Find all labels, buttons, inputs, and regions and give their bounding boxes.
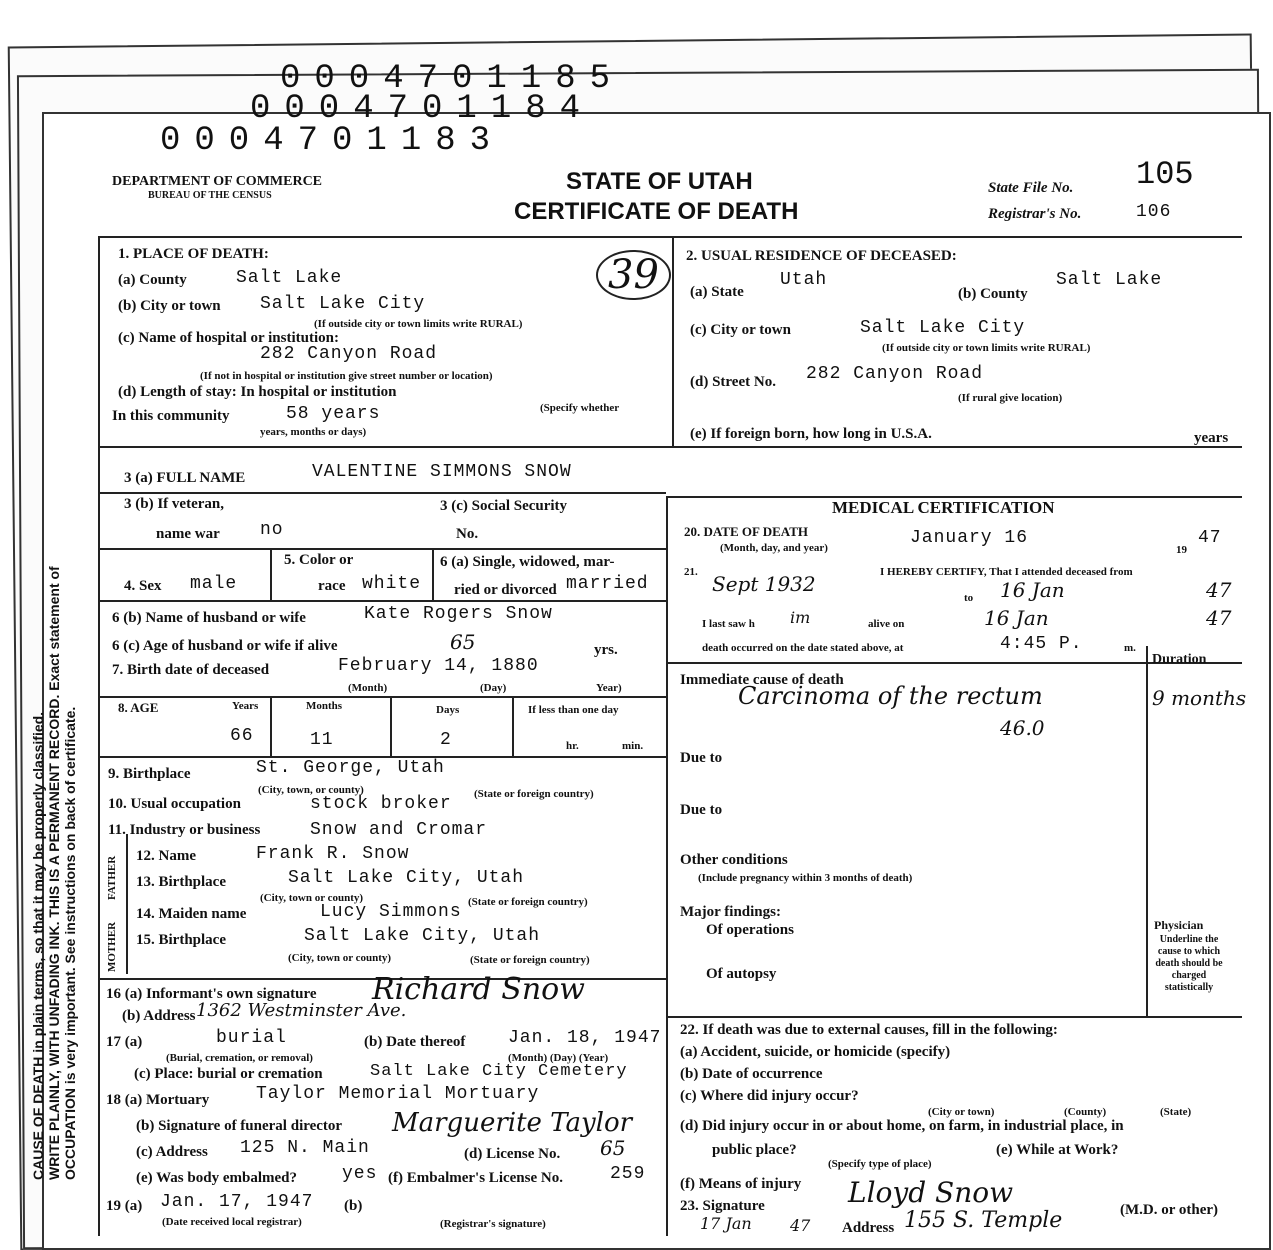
pod-hospital: 282 Canyon Road [260, 344, 438, 364]
state-title: STATE OF UTAH [566, 168, 753, 195]
birthplace-label: 9. Birthplace [108, 766, 191, 782]
dod-19: 19 [1176, 544, 1187, 556]
embalmed-label: (e) Was body embalmed? [136, 1170, 297, 1186]
birth-label: 7. Birth date of deceased [112, 662, 270, 678]
full-name-label: 3 (a) FULL NAME [124, 470, 246, 486]
full-name: VALENTINE SIMMONS SNOW [312, 462, 572, 482]
informant-label: 16 (a) Informant's own signature [106, 986, 317, 1002]
pod-specify2: years, months or days) [260, 426, 367, 438]
pod-hospital-note: (If not in hospital or institution give street number or location) [200, 370, 493, 382]
alive-year: 47 [1206, 606, 1232, 630]
age-years: 66 [230, 726, 254, 746]
res-foreign-label: (e) If foreign born, how long in U.S.A. [690, 426, 932, 442]
race-label: race [318, 578, 346, 594]
birth-month: (Month) [348, 682, 388, 694]
ext-state: (State) [1160, 1106, 1192, 1118]
age-months: 11 [310, 730, 334, 750]
dod-year: 47 [1198, 528, 1222, 548]
of-autopsy: Of autopsy [706, 966, 777, 982]
time-of-death: 4:45 P. [1000, 634, 1083, 654]
external-d: (d) Did injury occur in or about home, on farm, in industrial place, in [680, 1118, 1124, 1134]
duration-label: Duration [1152, 652, 1207, 667]
res-city: Salt Lake City [860, 318, 1026, 338]
disp-date-note: (Month) (Day) (Year) [508, 1052, 609, 1064]
serial-1: 0004701185 [280, 60, 625, 98]
war: no [260, 520, 284, 540]
received-note: (Date received local registrar) [162, 1216, 302, 1228]
pod-county-label: (a) County [118, 272, 187, 288]
industry-label: 11. Industry or business [108, 822, 261, 838]
pod-city-label: (b) City or town [118, 298, 221, 314]
war-label: name war [156, 526, 220, 542]
mortuary: Taylor Memorial Mortuary [256, 1084, 540, 1104]
last-saw: im [790, 608, 811, 627]
disp-place-label: (c) Place: burial or cremation [134, 1066, 323, 1082]
major-findings: Major findings: [680, 904, 781, 920]
time-m: m. [1124, 642, 1136, 654]
industry: Snow and Cromar [310, 820, 488, 840]
res-state-label: (a) State [690, 284, 744, 300]
spouse-age-label: 6 (c) Age of husband or wife if alive [112, 638, 338, 654]
mother-bp-label: 15. Birthplace [136, 932, 226, 948]
marital-label2: ried or divorced [454, 582, 557, 598]
years-label: Years [232, 700, 259, 712]
license-no: 65 [600, 1136, 626, 1160]
sex: male [190, 574, 238, 594]
external-address: 155 S. Temple [904, 1208, 1063, 1233]
director-signature: Marguerite Taylor [392, 1108, 633, 1138]
external-e: (e) While at Work? [996, 1142, 1119, 1158]
due-to-2: Due to [680, 802, 723, 818]
disposition-note: (Burial, cremation, or removal) [166, 1052, 313, 1064]
certify-text: I HEREBY CERTIFY, That I attended deceased from [880, 566, 1133, 578]
external-address-label: Address [842, 1220, 895, 1236]
race: white [362, 574, 422, 594]
physician-note: Underline the cause to which death should be charged statistically [1155, 934, 1223, 993]
disposition: burial [216, 1028, 287, 1048]
registrar-label: Registrar's No. [988, 206, 1082, 222]
father-state-note: (State or foreign country) [468, 896, 588, 908]
mort-address: 125 N. Main [240, 1138, 370, 1158]
yrs-label: yrs. [594, 642, 618, 658]
birth-year: Year) [596, 682, 622, 694]
received-date: Jan. 17, 1947 [160, 1192, 314, 1212]
age-label: 8. AGE [118, 700, 159, 715]
external-f: (f) Means of injury [680, 1176, 802, 1192]
ssn-no: No. [456, 526, 479, 542]
alive-date: 16 Jan [984, 606, 1049, 630]
hr-label: hr. [566, 740, 579, 752]
pod-county: Salt Lake [236, 268, 343, 288]
circled-mark: 39 [596, 250, 671, 300]
spouse: Kate Rogers Snow [364, 604, 553, 624]
pod-specify: (Specify whether [540, 402, 620, 414]
marital: married [566, 574, 649, 594]
father-bp-label: 13. Birthplace [136, 874, 226, 890]
spouse-label: 6 (b) Name of husband or wife [112, 610, 306, 626]
external-title: 22. If death was due to external causes, fill in the following: [680, 1022, 1058, 1038]
external-b: (b) Date of occurrence [680, 1066, 823, 1082]
place-of-death-title: 1. PLACE OF DEATH: [118, 246, 269, 262]
res-street-note: (If rural give location) [958, 392, 1063, 404]
external-sig-label: 23. Signature [680, 1198, 765, 1214]
spouse-age: 65 [450, 630, 476, 654]
serial-3: 0004701183 [160, 122, 505, 160]
bp-state-note: (State or foreign country) [474, 788, 594, 800]
pod-community: 58 years [286, 404, 381, 424]
birthplace: St. George, Utah [256, 758, 445, 778]
disposition-label: 17 (a) [106, 1034, 143, 1050]
of-operations: Of operations [706, 922, 794, 938]
mother-side-label: MOTHER [106, 921, 118, 972]
pod-city-note: (If outside city or town limits write RURAL) [314, 318, 523, 330]
res-street: 282 Canyon Road [806, 364, 984, 384]
father-bp: Salt Lake City, Utah [288, 868, 525, 888]
pod-city: Salt Lake City [260, 294, 426, 314]
last-saw-label: I last saw h [702, 618, 755, 630]
disp-place: Salt Lake City Cemetery [370, 1062, 628, 1081]
res-city-label: (c) City or town [690, 322, 791, 338]
certify-num: 21. [684, 566, 698, 578]
mortuary-label: 18 (a) Mortuary [106, 1092, 210, 1108]
father-name: Frank R. Snow [256, 844, 410, 864]
mother-bp: Salt Lake City, Utah [304, 926, 541, 946]
father-bp-note: (City, town or county) [260, 892, 364, 904]
physician-title: Physician [1154, 918, 1204, 932]
external-d2: public place? [712, 1142, 797, 1158]
attended-to-label: to [964, 592, 974, 604]
mother-state-note: (State or foreign country) [470, 954, 590, 966]
bureau: BUREAU OF THE CENSUS [148, 190, 272, 201]
attended-from: Sept 1932 [712, 572, 816, 596]
residence-title: 2. USUAL RESIDENCE OF DECEASED: [686, 248, 957, 264]
serial-2: 0004701184 [250, 90, 595, 128]
side-instructions: CAUSE OF DEATH in plain terms, so that it may be properly classified. WRITE PLAINLY, WITH UNFADING INK. THIS IS A PERMANENT RECORD. Exact statement of OCCUPATION is very important. See instructions on back of certificate. [30, 566, 78, 1180]
attended-to: 16 Jan [1000, 578, 1065, 602]
ext-county: (County) [1064, 1106, 1107, 1118]
res-county-label: (b) County [958, 286, 1028, 302]
occupation: stock broker [310, 794, 452, 814]
external-a: (a) Accident, suicide, or homicide (specify) [680, 1044, 951, 1060]
alive-on: alive on [868, 618, 905, 630]
due-to-1: Due to [680, 750, 723, 766]
pod-community-label: In this community [112, 408, 230, 424]
age-days: 2 [440, 730, 452, 750]
min-label: min. [622, 740, 644, 752]
external-signature: Lloyd Snow [848, 1176, 1014, 1209]
pod-stay-label: (d) Length of stay: In hospital or institution [118, 384, 397, 400]
mother-bp-note: (City, town or county) [288, 952, 392, 964]
dod: January 16 [910, 528, 1029, 548]
duration-value: 9 months [1152, 686, 1247, 710]
sex-label: 4. Sex [124, 578, 162, 594]
certificate-title: CERTIFICATE OF DEATH [514, 198, 799, 225]
director-label: (b) Signature of funeral director [136, 1118, 343, 1134]
dod-sub: (Month, day, and year) [720, 542, 828, 554]
res-years: years [1194, 430, 1229, 446]
occupation-label: 10. Usual occupation [108, 796, 241, 812]
registrar-b-label: (b) [344, 1198, 363, 1214]
informant-signature: Richard Snow [372, 972, 585, 1007]
embalmed: yes [342, 1164, 378, 1184]
cause-code: 46.0 [1000, 716, 1045, 740]
registrar-no: 106 [1136, 202, 1172, 222]
immediate-label: Immediate cause of death [680, 672, 844, 688]
department: DEPARTMENT OF COMMERCE [112, 174, 323, 189]
received-label: 19 (a) [106, 1198, 143, 1214]
res-county: Salt Lake [1056, 270, 1163, 290]
external-date: 17 Jan [700, 1214, 752, 1233]
res-street-label: (d) Street No. [690, 374, 776, 390]
father-name-label: 12. Name [136, 848, 196, 864]
attended-year: 47 [1206, 578, 1232, 602]
ext-specify-type: (Specify type of place) [828, 1158, 932, 1170]
dod-label: 20. DATE OF DEATH [684, 524, 808, 539]
father-side-label: FATHER [106, 855, 118, 900]
disp-date-label: (b) Date thereof [364, 1034, 466, 1050]
days-label: Days [436, 704, 460, 716]
pod-hospital-label: (c) Name of hospital or institution: [118, 330, 339, 346]
embalmer-label: (f) Embalmer's License No. [388, 1170, 563, 1186]
informant-address: 1362 Westminster Ave. [196, 1000, 407, 1021]
registrar-sig-note: (Registrar's signature) [440, 1218, 546, 1230]
state-file-no: 105 [1136, 156, 1194, 193]
marital-label: 6 (a) Single, widowed, mar- [440, 554, 615, 570]
res-state: Utah [780, 270, 828, 290]
bp-city-note: (City, town, or county) [258, 784, 364, 796]
external-c: (c) Where did injury occur? [680, 1088, 859, 1104]
color-label: 5. Color or [284, 552, 354, 568]
other-note: (Include pregnancy within 3 months of death) [698, 872, 913, 884]
disp-date: Jan. 18, 1947 [508, 1028, 662, 1048]
medical-title: MEDICAL CERTIFICATION [832, 498, 1055, 517]
state-file-label: State File No. [988, 180, 1074, 196]
res-city-note: (If outside city or town limits write RURAL) [882, 342, 1091, 354]
veteran-label: 3 (b) If veteran, [124, 496, 224, 512]
months-label: Months [306, 700, 343, 712]
mort-address-label: (c) Address [136, 1144, 208, 1160]
mother-name: Lucy Simmons [320, 902, 462, 922]
mother-name-label: 14. Maiden name [136, 906, 247, 922]
license-label: (d) License No. [464, 1146, 561, 1162]
birth-date: February 14, 1880 [338, 656, 539, 676]
embalmer-no: 259 [610, 1164, 646, 1184]
ext-city-town: (City or town) [928, 1106, 995, 1118]
occurred-label: death occurred on the date stated above, at [702, 642, 904, 654]
lessday-label: If less than one day [528, 704, 619, 716]
external-md: (M.D. or other) [1120, 1202, 1219, 1218]
external-year: 47 [790, 1216, 811, 1235]
ssn-label: 3 (c) Social Security [440, 498, 568, 514]
birth-day: (Day) [480, 682, 507, 694]
other-conditions-label: Other conditions [680, 852, 788, 868]
immediate-cause: Carcinoma of the rectum [738, 682, 1043, 710]
informant-address-label: (b) Address [122, 1008, 196, 1024]
